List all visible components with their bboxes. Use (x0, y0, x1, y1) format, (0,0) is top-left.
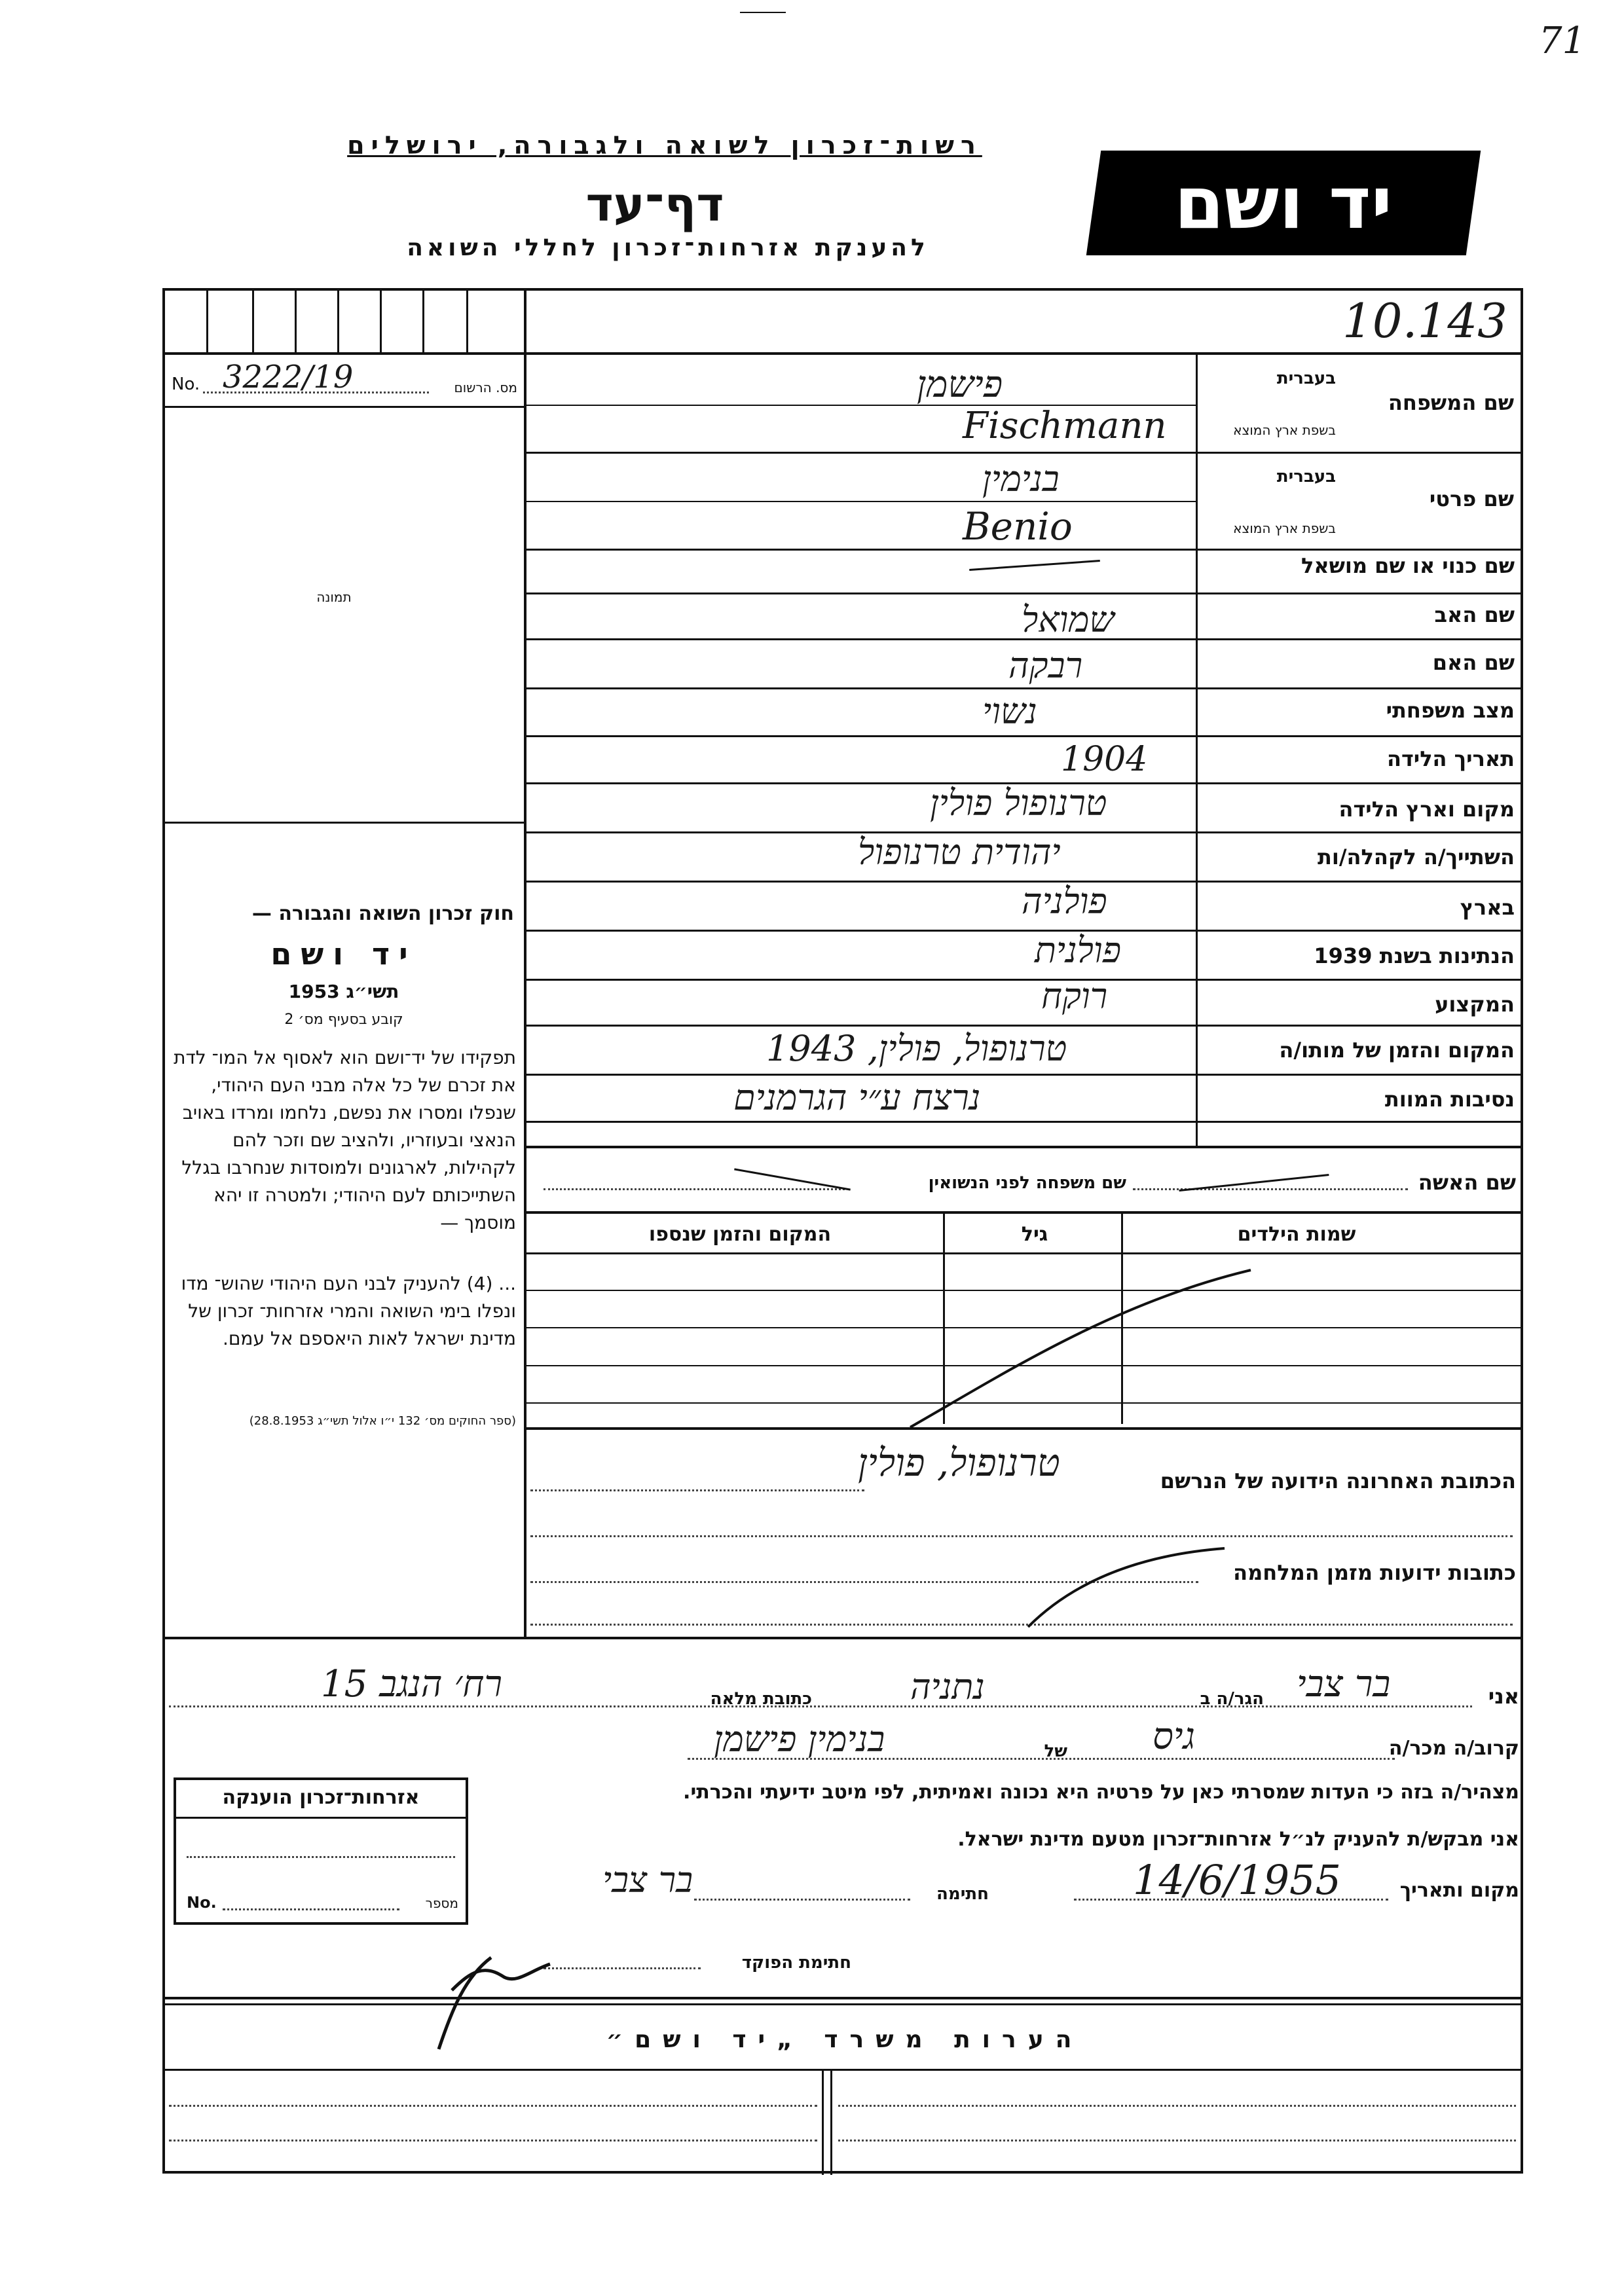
first-name-label: שם פרטי (1429, 486, 1514, 511)
birth-place-value: טרנופול פולין (930, 782, 1107, 824)
officer-label: חתימת הפוקד (741, 1953, 851, 1973)
children-cross-out (904, 1257, 1257, 1434)
place-date-label: מקום ותאריך (1399, 1879, 1519, 1902)
office-notes-line (162, 2069, 1523, 2071)
death-place-label: המקום והזמן של מותו/ה (1279, 1038, 1515, 1063)
last-address-value: טרנופול, פולין (858, 1440, 1060, 1485)
country-label: בארץ (1460, 895, 1515, 920)
left-column-border (524, 288, 526, 1637)
top-dash (740, 12, 786, 13)
children-header-names: שמות הילדים (1237, 1223, 1356, 1246)
org-name: רשות־זכרון לשואה ולגבורה, ירושלים (347, 131, 982, 160)
law-clause: קובע בסעיף מס׳ 2 (284, 1011, 403, 1028)
death-circumstances-label: נסיבות המוות (1384, 1087, 1515, 1112)
citizenship-value: פולנית (1035, 930, 1122, 971)
wife-label: שם האשה (1418, 1170, 1516, 1195)
profession-value: רוקח (1041, 975, 1108, 1017)
office-notes-title: הערות משרד „יד ושם״ (606, 2026, 1084, 2053)
relation-label: קרוב/ה מכר/ה (1388, 1737, 1519, 1760)
section-line-5 (162, 2003, 1523, 2005)
law-paragraph-2: ... (4) להעניק לבני העם היהודי שהוש־ מדו ונפלו בימי השואה והמרי אזרחות־ זכרון של מדינת ישראל לאות היאספם אל עמם. (181, 1273, 516, 1349)
address-label: כתובת מלאה (710, 1689, 812, 1709)
signature-dots (694, 1899, 910, 1901)
first-name-sub1: בעברית (1276, 467, 1336, 486)
top-row-line (162, 352, 1523, 355)
citizenship-box-title: אזרחות־זכרון הוענקה (222, 1786, 420, 1809)
citizenship-box-dots-1 (187, 1856, 455, 1858)
death-circumstances-value: נרצח ע״י הגרמנים (733, 1077, 981, 1118)
law-name: יד ושם (270, 936, 417, 972)
address-value: רח׳ הנגב 15 (321, 1663, 502, 1705)
children-header-place: המקום והזמן שנספו (648, 1223, 832, 1246)
citizenship-no-en: No. (187, 1893, 217, 1912)
citizenship-no-he: מספר (425, 1895, 458, 1911)
war-addresses-label: כתובות ידועות מזמן המלחמה (1233, 1560, 1516, 1585)
community-label: השתייך/ה לקהלה/ות (1317, 845, 1515, 869)
family-name-he: פישמן (917, 363, 1003, 406)
citizenship-box-dots-2 (223, 1908, 399, 1910)
section-line-4 (162, 1997, 1523, 1999)
labels-column-border (1196, 354, 1198, 1146)
signature-value: בר צבי (602, 1859, 693, 1901)
mother-label: שם האם (1432, 650, 1515, 675)
relation-value: גיס (1153, 1715, 1196, 1758)
last-address-dots-2 (530, 1535, 1513, 1537)
law-source: (ספר החוקים מס׳ 132 י״ו אלול תשי״ג 28.8.1953) (249, 1414, 516, 1428)
reg-line (162, 406, 525, 408)
war-addresses-cross-out (1022, 1542, 1231, 1633)
witness-line-1 (169, 1705, 1472, 1707)
corner-number: 71 (1539, 20, 1586, 62)
family-name-label: שם המשפחה (1388, 390, 1514, 415)
form-subtitle: להענקת אזרחות־זכרון לחללי השואה (407, 234, 929, 261)
citizenship-label: הנתינות בשנת 1939 (1314, 943, 1515, 968)
profession-label: המקצוע (1435, 992, 1515, 1017)
registration-he: מס. הרשום (454, 380, 517, 395)
family-name-origin: Fischmann (963, 405, 1167, 447)
law-title: חוק זכרון השואה והגבורה — (251, 902, 514, 925)
logo-text: יד ושם (1174, 161, 1393, 245)
section-line-3 (162, 1637, 1523, 1639)
children-top (524, 1211, 1523, 1214)
registration-value: 3222/19 (223, 359, 354, 395)
last-address-label: הכתובת האחרונה הידועה של הנרשם (1160, 1468, 1516, 1493)
law-paragraph-1: תפקידו של יד־ושם הוא לאסוף אל המו־ לדת את זכרם של כל אלה מבני העם היהודי, שנפלו ומסרו את נפשם, נלחמו ומרדו באויב הנאצי ובעוזריו, ולהציב שם וזכר להם לקהילות, לארגונים ולמוסדות שנחרבו בגלל השתייכותם לעם היהודי; ולמטרה זו יהא מוסמך — (174, 1047, 516, 1233)
first-name-sub2: בשפת ארץ המוצא (1233, 520, 1336, 536)
community-value: יהודית טרנופול (858, 831, 1061, 873)
section-line-1 (524, 1146, 1523, 1148)
witness-name: בר צבי (1297, 1663, 1391, 1705)
file-number: 10.143 (1342, 293, 1507, 348)
nickname-label: שם כנוי או שם מושאל (1301, 553, 1515, 578)
photo-bottom-line (162, 822, 525, 824)
office-notes-divider-a (822, 2070, 824, 2175)
death-place-value: טרנופול, פולין, 1943 (766, 1028, 1067, 1069)
of-label: של (1044, 1741, 1067, 1761)
wife-dots-1 (544, 1188, 845, 1190)
birth-date-label: תאריך הלידה (1386, 746, 1515, 771)
officer-dots (544, 1967, 701, 1969)
wife-maiden-label: שם משפחה לפני הנשואין (928, 1173, 1126, 1193)
father-label: שם האב (1434, 602, 1515, 627)
first-name-he: בנימין (982, 458, 1060, 500)
birth-date-value: 1904 (1061, 740, 1148, 779)
registration-en: No. (172, 374, 200, 394)
family-name-sub2: בשפת ארץ המוצא (1233, 422, 1336, 438)
yad-vashem-logo (1086, 151, 1481, 255)
of-value: בנימין פישמן (714, 1719, 885, 1760)
photo-label: תמונה (316, 589, 352, 605)
office-notes-divider-b (830, 2070, 832, 2175)
first-name-origin: Benio (963, 504, 1073, 549)
form-title: דף־עד (585, 177, 724, 232)
children-header-age: גיל (1021, 1223, 1048, 1246)
mother-value: רבקה (1008, 645, 1083, 686)
family-name-sub1: בעברית (1276, 369, 1336, 388)
law-year: תשי״ג 1953 (288, 981, 399, 1002)
resides-value: נתניה (910, 1666, 985, 1707)
father-value: שמואל (1022, 599, 1115, 640)
marital-label: מצב משפחתי (1386, 698, 1515, 723)
place-date-value: 14/6/1955 (1133, 1856, 1341, 1904)
marital-value: נשוי (982, 691, 1037, 732)
request: אני מבקש/ת להעניק לנ״ל אזרחות־זכרון מטעם מדינת ישראל. (957, 1828, 1519, 1851)
witness-ani: אני (1488, 1684, 1519, 1709)
resides-label: הגר/ה ב (1200, 1689, 1264, 1709)
citizenship-box-line (174, 1817, 468, 1819)
signature-label: חתימה (936, 1884, 989, 1904)
wife-dots-2 (1133, 1188, 1408, 1190)
section-line-2 (524, 1427, 1523, 1430)
declaration: מצהיר/ה בזה כי העדות שמסרתי כאן על פרטיה היא נכונה ואמיתית, לפי מיטב ידיעתי והכרתי. (683, 1781, 1519, 1804)
last-address-dots-1 (530, 1489, 864, 1491)
birth-place-label: מקום וארץ הלידה (1338, 797, 1515, 822)
country-value: פולניה (1022, 881, 1107, 922)
